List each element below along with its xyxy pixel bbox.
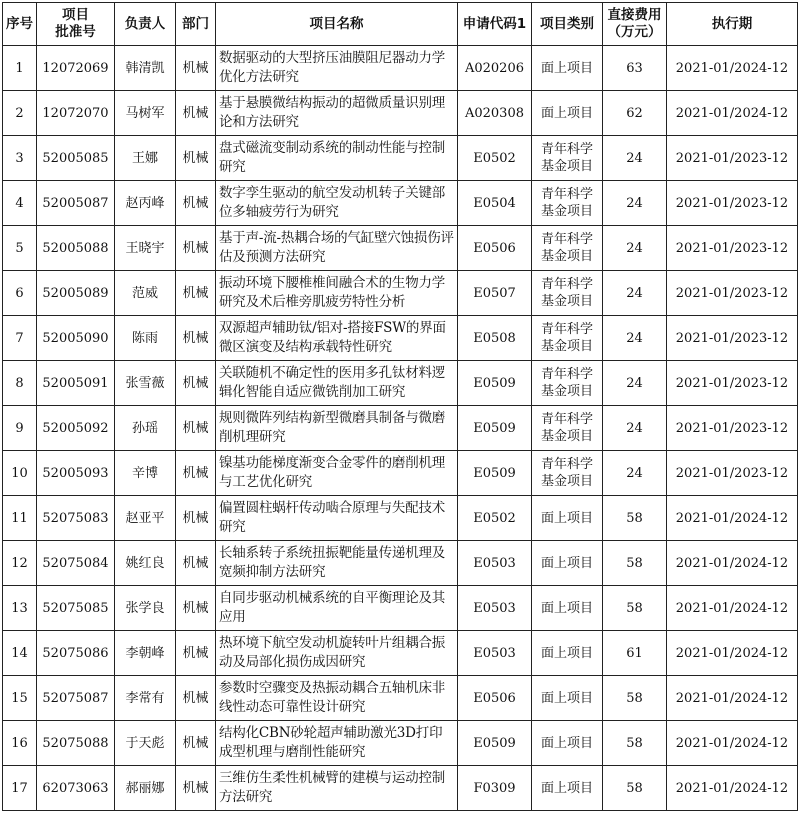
cell-code: E0509 [458,451,532,496]
table-row [3,46,798,91]
cell-dept: 机械 [176,91,216,136]
table-row [3,766,798,811]
cell-seq: 12 [3,541,37,586]
cell-cost: 63 [603,46,667,91]
cell-cost: 58 [603,541,667,586]
header-row [3,3,798,46]
cell-cost: 24 [603,271,667,316]
cell-project-name: 结构化CBN砂轮超声辅助激光3D打印成型机理与磨削性能研究 [216,721,458,766]
cell-code: E0506 [458,226,532,271]
cell-period: 2021-01/2023-12 [667,361,798,406]
cell-period: 2021-01/2023-12 [667,226,798,271]
cell-cost: 61 [603,631,667,676]
cell-approval: 12072069 [37,46,115,91]
cell-approval: 52005085 [37,136,115,181]
cell-period: 2021-01/2024-12 [667,721,798,766]
cell-seq: 11 [3,496,37,541]
cell-project-name: 数据驱动的大型挤压油膜阻尼器动力学优化方法研究 [216,46,458,91]
cell-cost: 58 [603,721,667,766]
cell-type: 面上项目 [532,541,603,586]
cell-project-name: 基于声-流-热耦合场的气缸壁穴蚀损伤评估及预测方法研究 [216,226,458,271]
cell-project-name: 长轴系转子系统扭振靶能量传递机理及宽频抑制方法研究 [216,541,458,586]
cell-project-name: 关联随机不确定性的医用多孔钛材料逻辑化智能自适应微铣削加工研究 [216,361,458,406]
cell-dept: 机械 [176,361,216,406]
cell-dept: 机械 [176,676,216,721]
table-row [3,721,798,766]
cell-type: 面上项目 [532,631,603,676]
header-seq: 序号 [3,3,37,46]
header-period: 执行期 [667,3,798,46]
cell-dept: 机械 [176,541,216,586]
cell-cost: 58 [603,676,667,721]
cell-dept: 机械 [176,631,216,676]
table-row [3,91,798,136]
cell-cost: 24 [603,181,667,226]
cell-project-name: 自同步驱动机械系统的自平衡理论及其应用 [216,586,458,631]
cell-type: 面上项目 [532,676,603,721]
cell-project-name: 镍基功能梯度渐变合金零件的磨削机理与工艺优化研究 [216,451,458,496]
cell-cost: 24 [603,136,667,181]
cell-code: E0508 [458,316,532,361]
cell-code: E0506 [458,676,532,721]
cell-leader: 李朝峰 [115,631,176,676]
table-row [3,451,798,496]
cell-cost: 24 [603,226,667,271]
table-row [3,271,798,316]
cell-code: E0503 [458,541,532,586]
cell-project-name: 盘式磁流变制动系统的制动性能与控制研究 [216,136,458,181]
cell-cost: 24 [603,451,667,496]
cell-type: 面上项目 [532,46,603,91]
cell-project-name: 规则微阵列结构新型微磨具制备与微磨削机理研究 [216,406,458,451]
cell-period: 2021-01/2024-12 [667,541,798,586]
cell-approval: 52005088 [37,226,115,271]
cell-dept: 机械 [176,136,216,181]
cell-seq: 1 [3,46,37,91]
cell-period: 2021-01/2023-12 [667,406,798,451]
cell-period: 2021-01/2023-12 [667,136,798,181]
cell-code: E0509 [458,721,532,766]
table-row [3,496,798,541]
cell-dept: 机械 [176,766,216,811]
cell-type: 青年科学基金项目 [532,406,603,451]
cell-approval: 52005092 [37,406,115,451]
cell-period: 2021-01/2023-12 [667,316,798,361]
cell-dept: 机械 [176,316,216,361]
cell-project-name: 振动环境下腰椎椎间融合术的生物力学研究及术后椎旁肌疲劳特性分析 [216,271,458,316]
cell-approval: 52005091 [37,361,115,406]
cell-leader: 陈雨 [115,316,176,361]
cell-seq: 17 [3,766,37,811]
cell-approval: 52075086 [37,631,115,676]
cell-leader: 赵丙峰 [115,181,176,226]
cell-approval: 52005087 [37,181,115,226]
cell-cost: 62 [603,91,667,136]
cell-period: 2021-01/2024-12 [667,766,798,811]
cell-approval: 52005093 [37,451,115,496]
cell-dept: 机械 [176,271,216,316]
cell-project-name: 基于悬膜微结构振动的超微质量识别理论和方法研究 [216,91,458,136]
cell-cost: 24 [603,406,667,451]
cell-seq: 6 [3,271,37,316]
table-row [3,586,798,631]
cell-code: E0509 [458,361,532,406]
cell-dept: 机械 [176,406,216,451]
table-row [3,136,798,181]
cell-seq: 10 [3,451,37,496]
cell-approval: 12072070 [37,91,115,136]
cell-type: 面上项目 [532,766,603,811]
projects-table [2,2,798,811]
cell-leader: 赵亚平 [115,496,176,541]
cell-code: A020308 [458,91,532,136]
header-cost: 直接费用 （万元） [603,3,667,46]
cell-leader: 于天彪 [115,721,176,766]
cell-leader: 马树军 [115,91,176,136]
cell-period: 2021-01/2024-12 [667,91,798,136]
cell-code: E0507 [458,271,532,316]
cell-leader: 韩清凯 [115,46,176,91]
cell-type: 青年科学基金项目 [532,181,603,226]
cell-type: 面上项目 [532,91,603,136]
cell-period: 2021-01/2023-12 [667,451,798,496]
header-approval: 项目 批准号 [37,3,115,46]
cell-dept: 机械 [176,721,216,766]
cell-period: 2021-01/2024-12 [667,631,798,676]
cell-code: E0503 [458,586,532,631]
cell-leader: 张学良 [115,586,176,631]
cell-project-name: 参数时空骤变及热振动耦合五轴机床非线性动态可靠性设计研究 [216,676,458,721]
header-name: 项目名称 [216,3,458,46]
cell-project-name: 双源超声辅助钛/铝对-搭接FSW的界面微区演变及结构承载特性研究 [216,316,458,361]
cell-dept: 机械 [176,496,216,541]
cell-cost: 24 [603,361,667,406]
cell-code: E0503 [458,631,532,676]
cell-project-name: 数字孪生驱动的航空发动机转子关键部位多轴疲劳行为研究 [216,181,458,226]
table-row [3,181,798,226]
cell-seq: 9 [3,406,37,451]
cell-leader: 辛博 [115,451,176,496]
cell-approval: 52075085 [37,586,115,631]
cell-seq: 16 [3,721,37,766]
cell-leader: 李常有 [115,676,176,721]
cell-seq: 15 [3,676,37,721]
cell-dept: 机械 [176,586,216,631]
cell-seq: 2 [3,91,37,136]
table-row [3,361,798,406]
cell-leader: 王晓宇 [115,226,176,271]
cell-seq: 13 [3,586,37,631]
cell-type: 青年科学基金项目 [532,451,603,496]
cell-seq: 4 [3,181,37,226]
cell-approval: 52005090 [37,316,115,361]
cell-period: 2021-01/2024-12 [667,496,798,541]
cell-code: F0309 [458,766,532,811]
cell-approval: 52075083 [37,496,115,541]
cell-project-name: 偏置圆柱蜗杆传动啮合原理与失配技术研究 [216,496,458,541]
cell-cost: 24 [603,316,667,361]
cell-cost: 58 [603,496,667,541]
table-row [3,631,798,676]
cell-dept: 机械 [176,451,216,496]
cell-leader: 范威 [115,271,176,316]
cell-period: 2021-01/2024-12 [667,46,798,91]
cell-period: 2021-01/2023-12 [667,271,798,316]
cell-seq: 5 [3,226,37,271]
cell-seq: 7 [3,316,37,361]
cell-type: 青年科学基金项目 [532,226,603,271]
cell-code: E0502 [458,496,532,541]
cell-seq: 14 [3,631,37,676]
cell-type: 青年科学基金项目 [532,361,603,406]
cell-cost: 58 [603,586,667,631]
header-dept: 部门 [176,3,216,46]
cell-leader: 郝丽娜 [115,766,176,811]
table-row [3,541,798,586]
cell-dept: 机械 [176,181,216,226]
table-row [3,316,798,361]
cell-period: 2021-01/2024-12 [667,676,798,721]
cell-type: 面上项目 [532,586,603,631]
header-code: 申请代码1 [458,3,532,46]
cell-cost: 58 [603,766,667,811]
cell-approval: 52005089 [37,271,115,316]
header-type: 项目类别 [532,3,603,46]
cell-dept: 机械 [176,46,216,91]
header-leader: 负责人 [115,3,176,46]
cell-period: 2021-01/2024-12 [667,586,798,631]
cell-code: E0504 [458,181,532,226]
cell-type: 面上项目 [532,496,603,541]
cell-project-name: 热环境下航空发动机旋转叶片组耦合振动及局部化损伤成因研究 [216,631,458,676]
cell-dept: 机械 [176,226,216,271]
cell-leader: 张雪薇 [115,361,176,406]
cell-leader: 王娜 [115,136,176,181]
cell-seq: 3 [3,136,37,181]
cell-type: 青年科学基金项目 [532,136,603,181]
cell-project-name: 三维仿生柔性机械臂的建模与运动控制方法研究 [216,766,458,811]
cell-approval: 52075087 [37,676,115,721]
table-row [3,406,798,451]
cell-period: 2021-01/2023-12 [667,181,798,226]
cell-code: E0502 [458,136,532,181]
cell-type: 青年科学基金项目 [532,271,603,316]
table-row [3,676,798,721]
cell-leader: 孙瑶 [115,406,176,451]
cell-type: 青年科学基金项目 [532,316,603,361]
cell-code: A020206 [458,46,532,91]
cell-type: 面上项目 [532,721,603,766]
cell-leader: 姚红良 [115,541,176,586]
cell-seq: 8 [3,361,37,406]
cell-approval: 52075084 [37,541,115,586]
table-row [3,226,798,271]
cell-code: E0509 [458,406,532,451]
cell-approval: 62073063 [37,766,115,811]
cell-approval: 52075088 [37,721,115,766]
